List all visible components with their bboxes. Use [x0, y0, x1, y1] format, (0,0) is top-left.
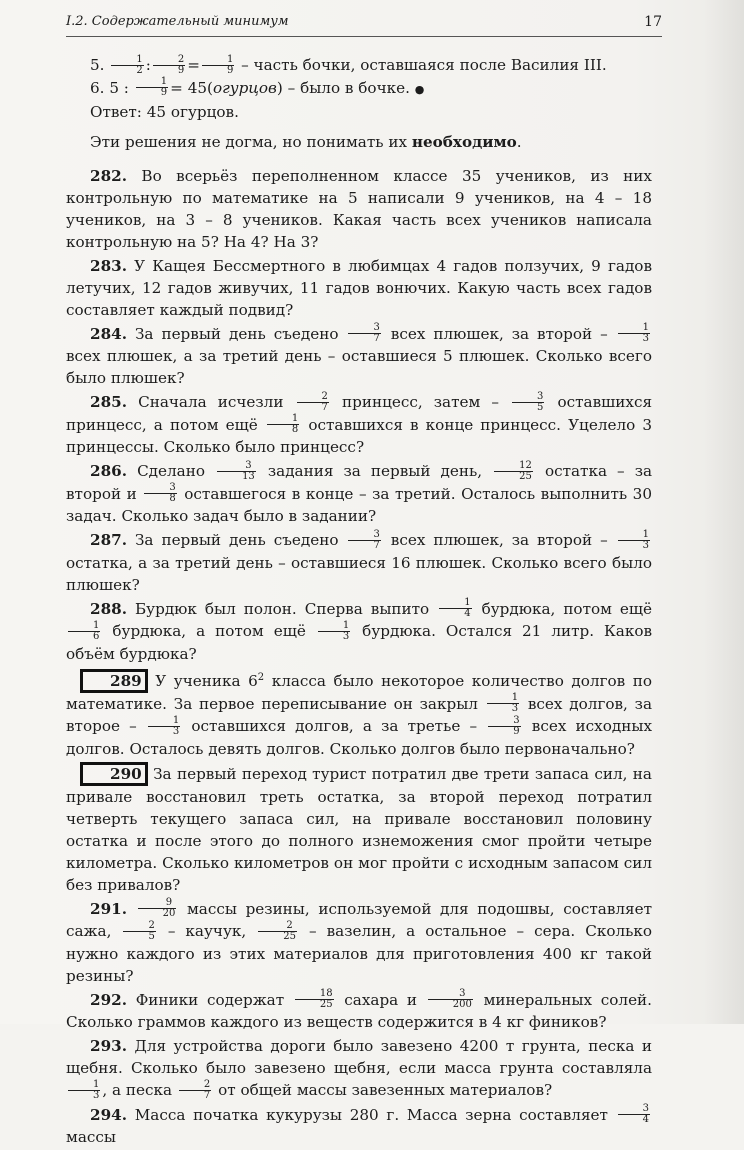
problem-293: 293. Для устройства дороги было завезено 4200 т грунта, песка и щебня. Сколько было завезено щебня, если масса грунта составляла $\frac{1}{3}$ , а песка $\frac{2}{7}$ от общей массы завезенных материалов? — [66, 1037, 652, 1101]
problem-287: 287. За первый день съедено $\frac{3}{7}$ всех плюшек, за второй – $\frac{1}{3}$ остатка, а за третий день – оставшиеся 16 плюшек. Сколько всего было плюшек? — [66, 528, 652, 594]
problem-283: 283. У Кащея Бессмертного в любимцах 4 гадов ползучих, 9 гадов летучих, 12 гадов живучих, 11 гадов вонючих. Какую часть всех гадов составляет каждый подвид? — [66, 256, 653, 319]
fraction: $\frac{1}{4}$ — [439, 598, 471, 619]
fraction: $\frac{3}{200}$ — [428, 989, 473, 1010]
end-of-solution-marker: ● — [414, 82, 425, 96]
fraction: $\frac{1}{8}$ — [267, 414, 299, 435]
fraction: $\frac{1}{3}$ — [618, 323, 650, 344]
page-edge-shadow — [704, 0, 744, 1024]
problem-286: 286. Сделано $\frac{3}{13}$ задания за первый день, $\frac{12}{25}$ остатка – за второй и $\frac{3}{8}$ оставшегося в конце – за третий. Осталось выполнить 30 задач. Сколько задач было в задании? — [66, 459, 653, 525]
problem-number: 282. — [90, 166, 127, 185]
fraction: $\frac{1}{3}$ — [618, 530, 650, 551]
answer-line: Ответ: 45 огурцов. — [90, 102, 239, 121]
problem-290: 290 За первый переход турист потратил две трети запаса сил, на привале восстановил треть остатка, за второй переход потратил четверть текущего запаса сил, на привале восстановил половину остатка и после этого до полного изнеможения смог пройти четыре километра. Сколько километров он мог пройти с исходным запасом сил без привалов? — [66, 762, 652, 896]
problem-number: 293. — [90, 1037, 127, 1056]
fraction: $\frac{12}{25}$ — [494, 461, 533, 482]
page-header — [66, 10, 662, 37]
problem-number: 284. — [90, 324, 127, 343]
problem-294: 294. Масса початка кукурузы 280 г. Масса зерна составляет $\frac{3}{4}$ массы — [66, 1103, 650, 1147]
fraction: $\frac{3}{7}$ — [348, 530, 380, 551]
problem-284: 284. За первый день съедено $\frac{3}{7}$ всех плюшек, за второй – $\frac{1}{3}$ всех плюшек, а за третий день – оставшиеся 5 плюшек. Сколько всего было плюшек? — [66, 322, 652, 387]
fraction: $\frac{1}{2}$ — [111, 55, 143, 76]
fraction: $\frac{3}{13}$ — [217, 461, 256, 482]
fraction: $\frac{1}{9}$ — [202, 55, 234, 76]
problem-292: 292. Финики содержат $\frac{18}{25}$ сахара и $\frac{3}{200}$ минеральных солей. Сколько граммов каждого из веществ содержится в 4 кг фиников? — [66, 988, 653, 1032]
page-content — [66, 54, 652, 1150]
problem-number: 294. — [90, 1105, 127, 1124]
fraction: $\frac{2}{25}$ — [258, 921, 297, 942]
fraction: $\frac{2}{7}$ — [179, 1080, 211, 1101]
fraction: $\frac{9}{20}$ — [138, 898, 177, 919]
problem-number: 288. — [90, 599, 127, 618]
problem-number: 287. — [90, 531, 127, 549]
fraction: $\frac{3}{4}$ — [618, 1104, 650, 1125]
section-title: I.2. Содержательный минимум — [66, 14, 289, 29]
fraction: $\frac{1}{3}$ — [148, 716, 180, 737]
problem-289: 289 У ученика $6^2$ класса было некоторое количество долгов по математике. За первое переписывание он закрыл $\frac{1}{3}$ всех долгов, за второе – $\frac{1}{3}$ оставшихся долгов, а за третье – $\frac{3}{9}$ всех исходных долгов. Осталось девять долгов. Сколько долгов было первоначально? — [66, 667, 652, 760]
fraction: $\frac{3}{8}$ — [144, 483, 176, 504]
fraction: $\frac{1}{6}$ — [68, 621, 100, 642]
page-number: 17 — [644, 14, 662, 30]
superscript: 2 — [257, 671, 265, 683]
solution-step-5: 5. $\frac{1}{2}$ : $\frac{2}{9}$ = $\frac{1}{9}$ – часть бочки, оставшаяся после Василия III. — [90, 53, 607, 76]
problem-288: 288. Бурдюк был полон. Сперва выпито $\frac{1}{4}$ бурдюка, потом ещё $\frac{1}{6}$ бурдюка, а потом ещё $\frac{1}{3}$ бурдюка. Остался 21 литр. Каков объём бурдюка? — [66, 597, 653, 663]
problem-285: 285. Сначала исчезли $\frac{2}{7}$ принцесс, затем – $\frac{3}{5}$ оставшихся принцесс, а потом ещё $\frac{1}{8}$ оставшихся в конце принцесс. Уцелело 3 принцессы. Сколько было принцесс? — [66, 390, 653, 456]
fraction: $\frac{2}{7}$ — [297, 392, 329, 413]
fraction: $\frac{1}{3}$ — [487, 693, 519, 714]
note-line: Эти решения не догма, но понимать их необходимо. — [90, 132, 522, 151]
fraction: $\frac{1}{3}$ — [318, 621, 350, 642]
solution-step-6: 6. 5 : $\frac{1}{9}$ = 45(огурцов) – было в бочке. ● — [90, 76, 425, 98]
problem-number: 292. — [90, 990, 127, 1009]
problem-291: 291. $\frac{9}{20}$ массы резины, используемой для подошвы, составляет сажа, $\frac{2}{5}$ – каучук, $\frac{2}{25}$ – вазелин, а остальное – сера. Сколько нужно каждого из этих материалов для приготовления 400 кг такой резины? — [66, 897, 653, 985]
fraction: $\frac{2}{5}$ — [123, 921, 155, 942]
problem-282: 282. Во всерьёз переполненном классе 35 учеников, из них контрольную по математике на 5 написали 9 учеников, на 4 – 18 учеников, на 3 – 8 учеников. Какая часть всех учеников написала контрольную на 5? На 4? На 3? — [66, 166, 652, 251]
problem-number: 286. — [90, 462, 127, 480]
problem-number-boxed: 290 — [80, 762, 148, 786]
fraction: $\frac{18}{25}$ — [295, 989, 334, 1010]
problem-number-boxed: 289 — [80, 669, 148, 693]
fraction: $\frac{3}{7}$ — [348, 323, 380, 344]
fraction: $\frac{3}{9}$ — [488, 716, 520, 737]
emphasis: необходимо — [411, 132, 517, 151]
fraction: $\frac{3}{5}$ — [512, 392, 544, 413]
fraction: $\frac{2}{9}$ — [153, 55, 185, 76]
fraction: $\frac{1}{9}$ — [136, 77, 168, 98]
problem-number: 283. — [90, 256, 127, 275]
problem-number: 291. — [90, 899, 127, 918]
problem-number: 285. — [90, 393, 127, 411]
fraction: $\frac{1}{3}$ — [68, 1080, 100, 1101]
